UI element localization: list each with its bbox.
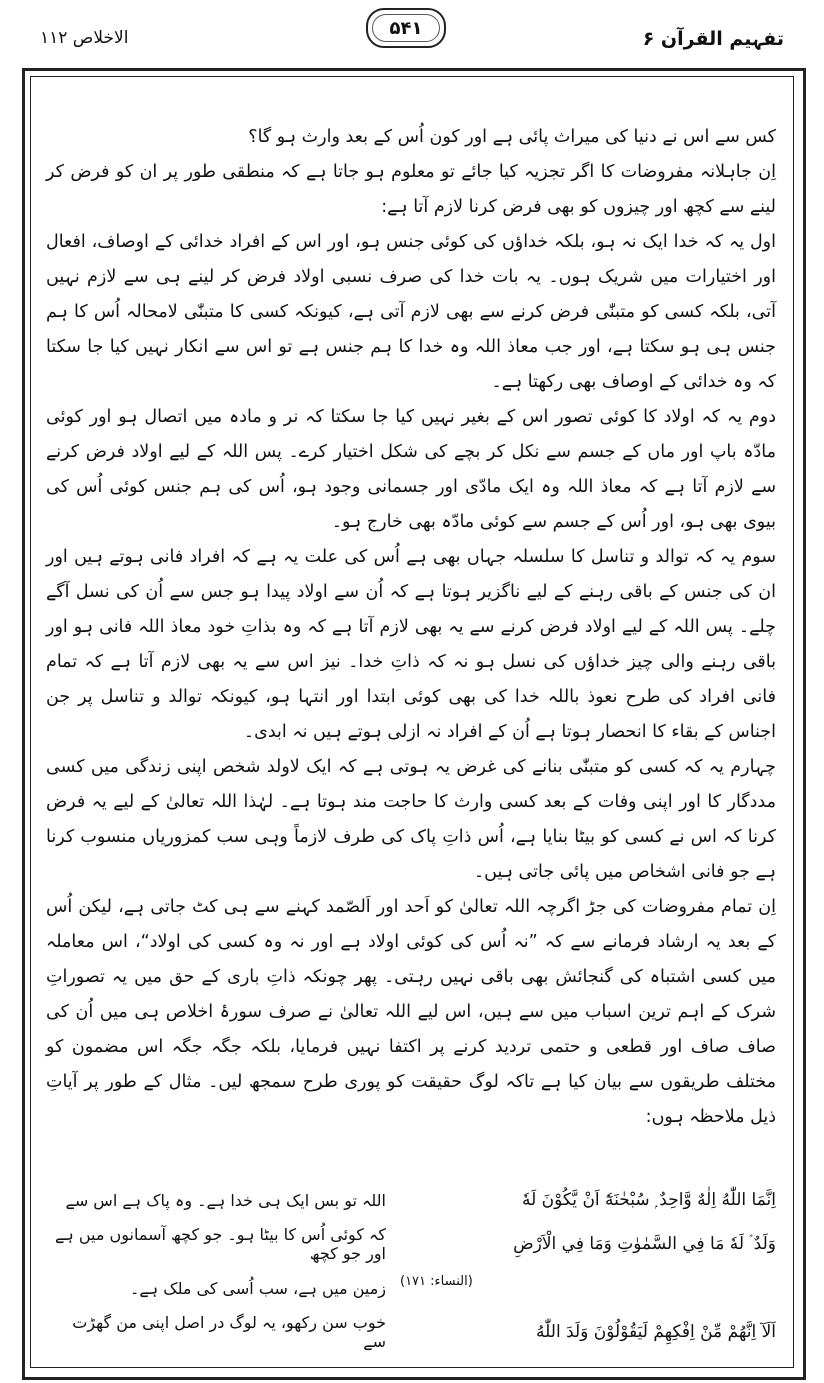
arabic-verse: اِنَّمَا اللّٰهُ اِلٰهٌ وَّاحِدٌ ۭ سُبْحٰنَهٗٓ اَنْ يَّكُوْنَ لَهٗ — [521, 1190, 776, 1210]
urdu-translation: زمین میں ہے، سب اُسی کی ملک ہے۔ — [130, 1278, 386, 1298]
paragraph: اول یہ کہ خدا ایک نہ ہو، بلکہ خداؤں کی کوئی جنس ہو، اور اس کے افراد خدائی کے اوصاف، افعال اور اختیارات میں شریک ہوں۔ یہ بات خدا کی صرف نسبی اولاد فرض کر لینے ہی سے لازم نہیں آتی، بلکہ کسی کو متبنّٰی فرض کرنے سے بھی لازم آتی ہے، کیونکہ کسی کا متبنّٰی لامحالہ اُس کا ہم جنس ہی ہو سکتا ہے، اور جب معاذ اللہ وہ خدا کا ہم جنس ہے تو اس سے انکار نہیں کیا جا سکتا کہ وہ خدائی کے اوصاف بھی رکھتا ہے۔ — [46, 232, 776, 392]
paragraph: سوم یہ کہ توالد و تناسل کا سلسلہ جہاں بھی ہے اُس کی علت یہ ہے کہ افراد فانی ہوتے ہیں اور ان کی جنس کے باقی رہنے کے لیے ناگزیر ہوتا ہے کہ اُن سے اولاد پیدا ہو جس سے اُن کی نسل آگے چلے۔ پس اللہ کے لیے اولاد فرض کرنے سے یہ بھی لازم آتا ہے کہ وہ بذاتِ خود معاذ اللہ فانی ہو اور باقی رہنے والی چیز خداؤں کی نسل ہو نہ کہ ذاتِ خدا۔ نیز اس سے یہ بھی لازم آتا ہے کہ تمام فانی افراد کی طرح نعوذ باللہ خدا کی بھی کوئی ابتدا اور انتہا ہو، کیونکہ توالد و تناسل پر جن اجناس کے بقاء کا انحصار ہوتا ہے اُن کے افراد نہ ازلی ہوتے ہیں نہ ابدی۔ — [46, 547, 776, 742]
verse-row — [46, 1222, 776, 1266]
paragraph: اِن تمام مفروضات کی جڑ اگرچہ اللہ تعالیٰ کو اَحد اور اَلصّمد کہنے سے ہی کٹ جاتی ہے، لیکن اُس کے بعد یہ ارشاد فرمانے سے کہ ”نہ اُس کی کوئی اولاد ہے اور نہ وہ کسی کی اولاد“، اس معاملہ میں کسی اشتباہ کی گنجائش بھی باقی نہیں رہتی۔ پھر چونکہ ذاتِ باری کے حق میں یہ تصوراتِ شرک کے اہم ترین اسباب میں سے ہیں، اس لیے اللہ تعالیٰ نے صرف سورۂ اخلاص ہی میں اُن کی صاف صاف اور قطعی و حتمی تردید کرنے پر اکتفا نہیں فرمایا، بلکہ جگہ جگہ اس مضمون کو مختلف طریقوں سے بیان کیا ہے تاکہ لوگ حقیقت کو پوری طرح سمجھ لیں۔ مثال کے طور پر آیاتِ ذیل ملاحظہ ہوں: — [46, 897, 776, 1127]
urdu-translation: خوب سن رکھو، یہ لوگ در اصل اپنی من گھڑت سے — [72, 1313, 386, 1351]
verse-row — [46, 1178, 776, 1222]
verse-row — [46, 1310, 776, 1354]
surah-label: الاخلاص ۱۱۲ — [40, 28, 129, 48]
urdu-translation: کہ کوئی اُس کا بیٹا ہو۔ جو کچھ آسمانوں میں ہے اور جو کچھ — [55, 1225, 386, 1263]
paragraph: کس سے اس نے دنیا کی میراث پائی ہے اور کون اُس کے بعد وارث ہو گا؟ — [248, 127, 776, 147]
urdu-translation: اللہ تو بس ایک ہی خدا ہے۔ وہ پاک ہے اس سے — [65, 1190, 386, 1210]
verse-block — [46, 1178, 776, 1354]
page-header — [0, 0, 824, 62]
book-title: تفہیم القرآن ۶ — [642, 28, 784, 50]
paragraph: اِن جاہلانہ مفروضات کا اگر تجزیہ کیا جائے تو معلوم ہو جاتا ہے کہ منطقی طور پر ان کو فرض کر لینے سے کچھ اور چیزوں کو بھی فرض کرنا لازم آتا ہے: — [46, 162, 776, 217]
paragraph: چہارم یہ کہ کسی کو متبنّٰی بنانے کی غرض یہ ہوتی ہے کہ ایک لاولد شخص اپنی زندگی میں کسی مددگار کا اور اپنی وفات کے بعد کسی وارث کا حاجت مند ہوتا ہے۔ لہٰذا اللہ تعالیٰ کے لیے یہ فرض کرنا کہ اس نے کسی کو بیٹا بنایا ہے، اُس ذاتِ پاک کی طرف لازماً وہی سب کمزوریاں منسوب کرنا ہے جو فانی اشخاص میں پائی جاتی ہیں۔ — [46, 757, 776, 882]
page-number: ۵۴۱ — [389, 17, 423, 39]
arabic-verse: وَلَدٌ ۘ لَهٗ مَا فِي السَّمٰوٰتِ وَمَا فِي الْاَرْضِ — [513, 1234, 776, 1254]
arabic-verse: اَلَآ اِنَّهُمْ مِّنْ اِفْكِهِمْ لَيَقُوْلُوْنَ وَلَدَ اللّٰهُ — [536, 1322, 776, 1342]
paragraph: دوم یہ کہ اولاد کا کوئی تصور اس کے بغیر نہیں کیا جا سکتا کہ نر و مادہ میں اتصال ہو اور کوئی مادّہ باپ اور ماں کے جسم سے نکل کر بچے کی شکل اختیار کرے۔ پس اللہ کے لیے اولاد فرض کرنے سے لازم آتا ہے کہ معاذ اللہ وہ ایک مادّی اور جسمانی وجود ہو، اُس کی ہم جنس کوئی اُس کی بیوی بھی ہو، اور اُس کے جسم سے کوئی مادّہ بھی خارج ہو۔ — [46, 407, 776, 532]
verse-reference: (النساء: ۱۷۱) — [400, 1274, 473, 1289]
page-number-medallion — [366, 8, 446, 48]
body-text — [46, 120, 776, 1135]
